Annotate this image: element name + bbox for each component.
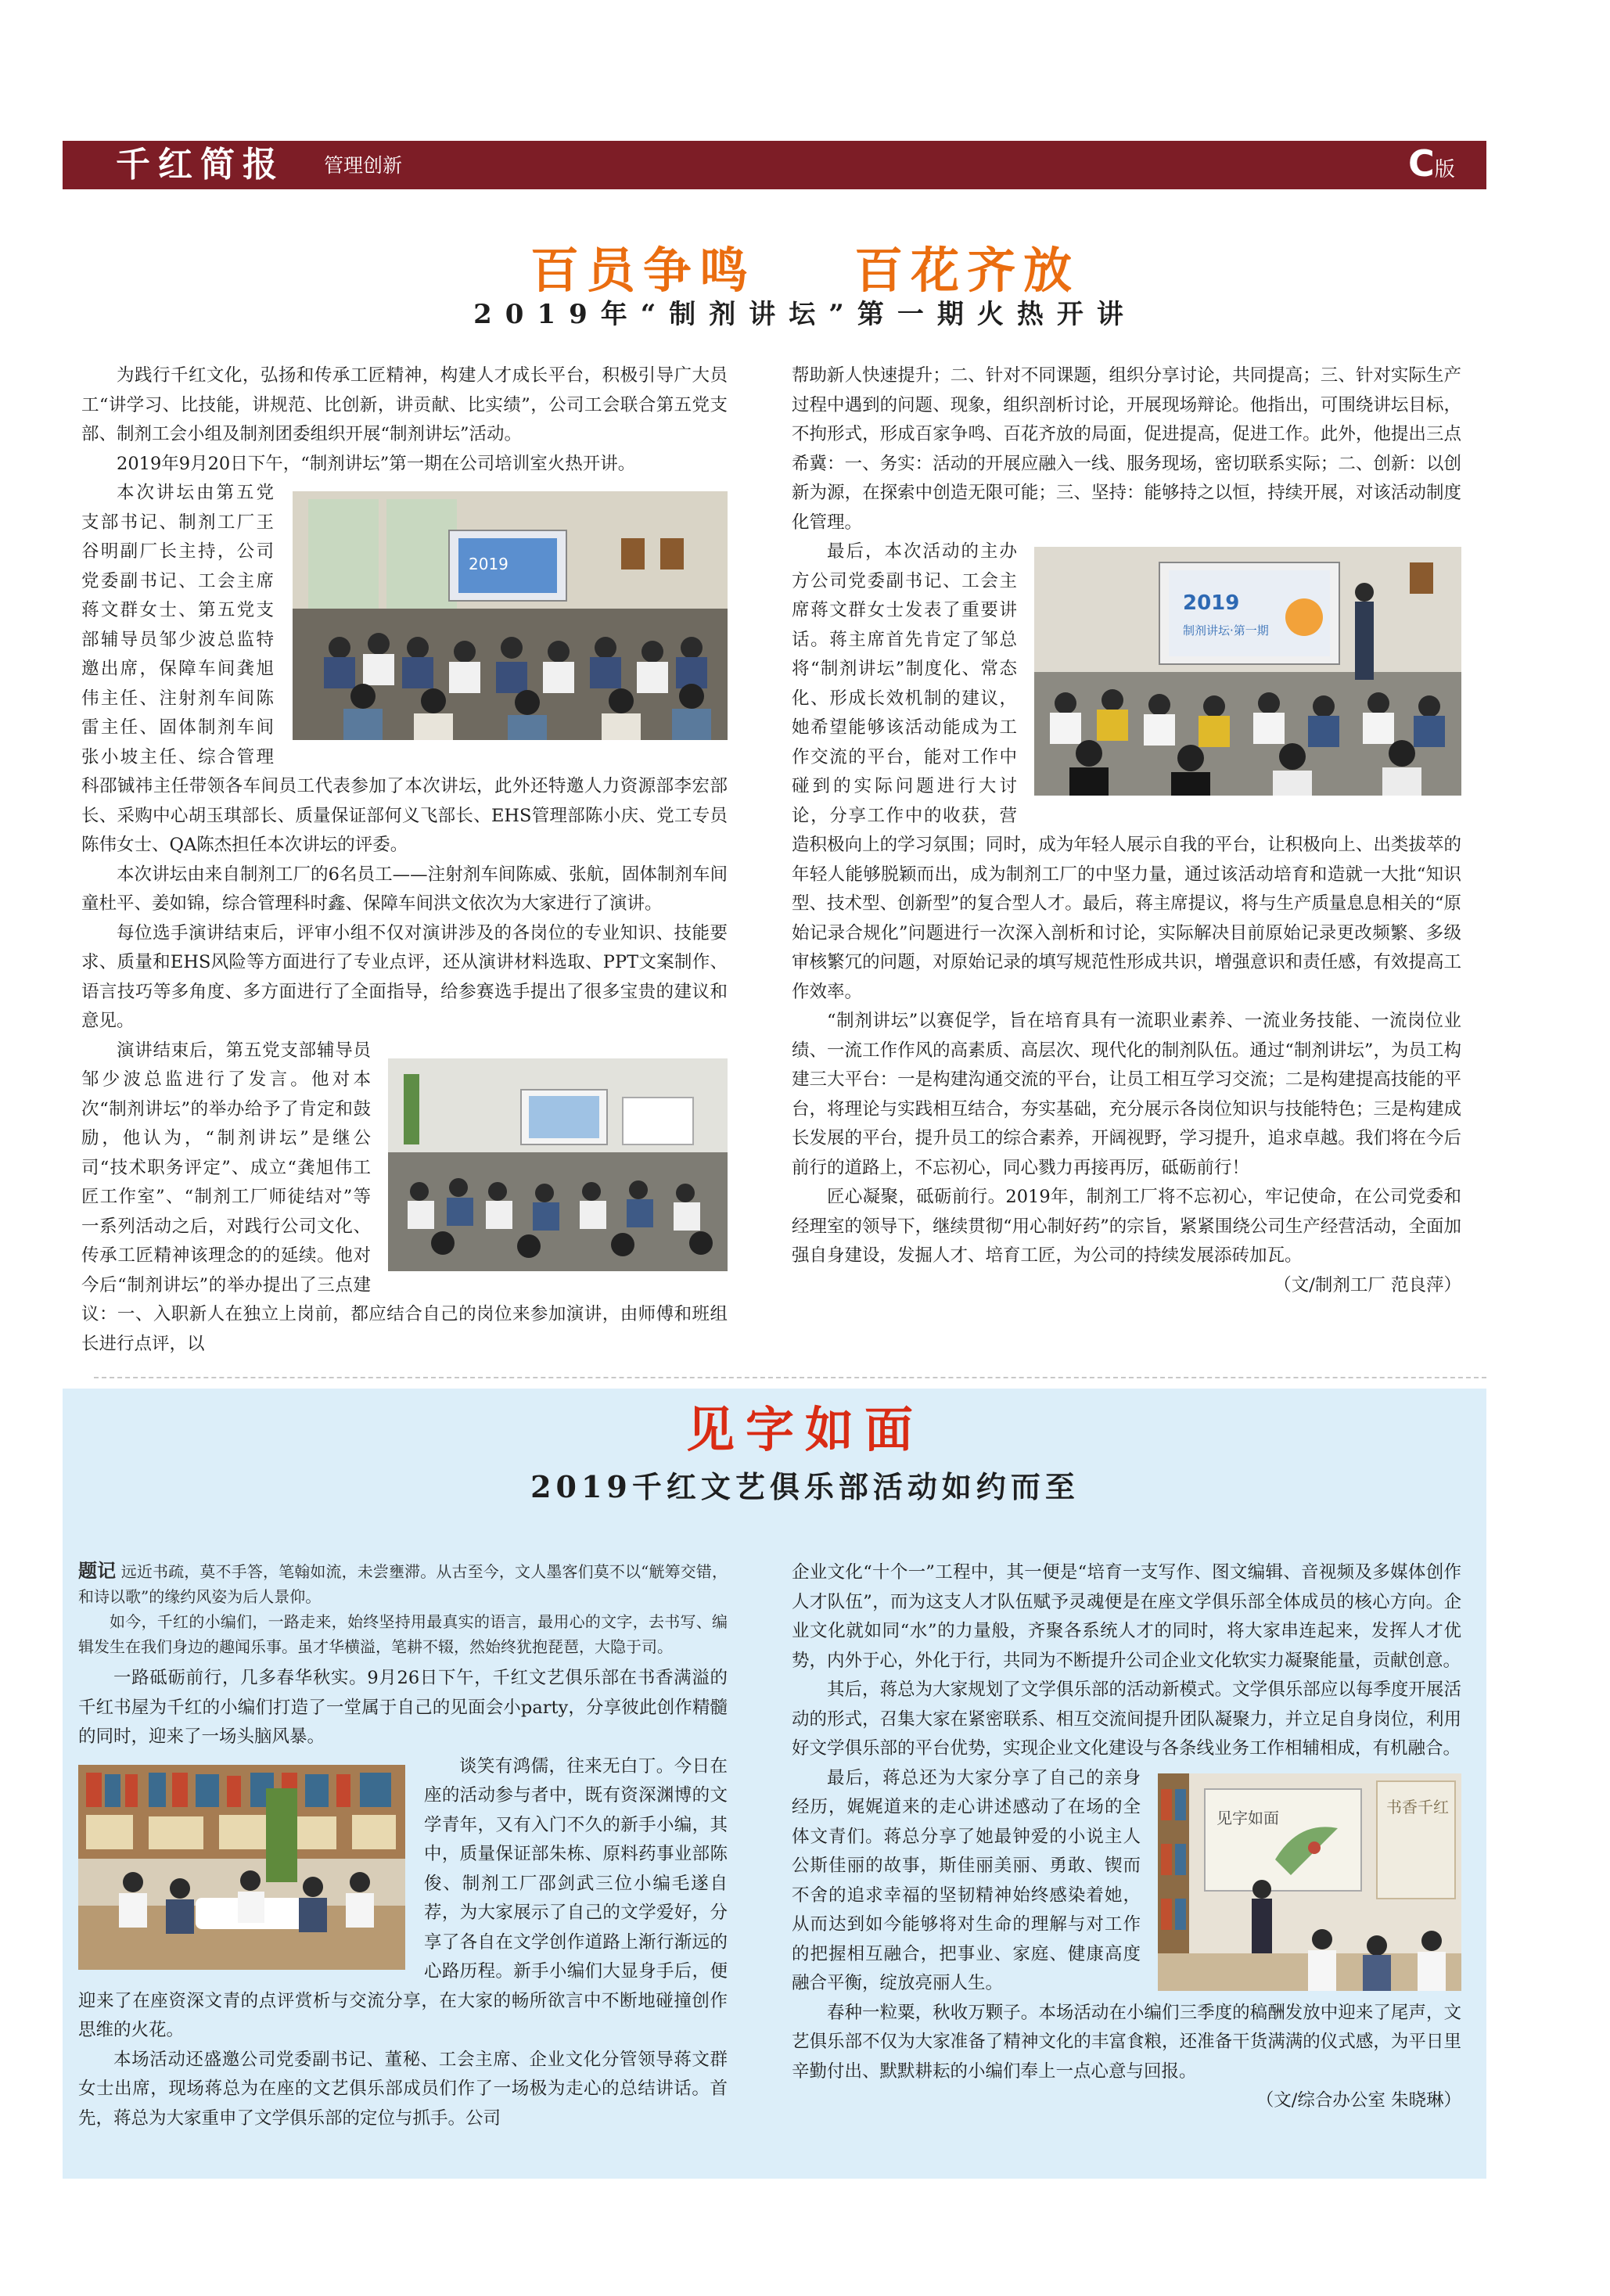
article1-title: 百员争鸣 百花齐放 xyxy=(530,242,1080,299)
paragraph: 本次讲坛由第五党支部书记、制剂工厂王谷明副厂长主持，公司党委副书记、工会主席蒋文群女士、第五党支部辅导员邹少波总监特邀出席，保障车间龚旭伟主任、注射剂车间陈雷主任、固体制剂车间张小坡主任、综合管理科邵铖祎主任带领各车间员工代表参加了本次讲坛，此外还特邀人力资源部李宏部长、采购中心胡玉琪部长、质量保证部何义飞部长、EHS管理部陈小庆、党工专员陈伟女士、QA陈杰担任本次讲坛的评委。 xyxy=(81,483,728,855)
edition-suffix: 版 xyxy=(1434,158,1455,181)
edition-label xyxy=(1408,139,1455,196)
article1-right-column xyxy=(792,361,1461,1300)
paragraph: 匠心凝聚，砥砺前行。2019年，制剂工厂将不忘初心，牢记使命，在公司党委和经理室的领导下，继续贯彻“用心制好药”的宗旨，紧紧围绕公司生产经营活动，全面加强自身建设，发掘人才、培育工匠，为公司的持续发展添砖加瓦。 xyxy=(792,1187,1461,1266)
board-text: 书香千红 xyxy=(1386,1797,1449,1816)
lecture-photo-3 xyxy=(1034,547,1461,796)
paragraph: 2019年9月20日下午，“制剂讲坛”第一期在公司培训室火热开讲。 xyxy=(117,453,636,474)
edition-letter: C xyxy=(1408,142,1435,185)
screen-caption: 制剂讲坛·第一期 xyxy=(1183,623,1269,638)
article2-title: 见字如面 xyxy=(685,1401,924,1458)
paragraph: 本场活动还盛邀公司党委副书记、董秘、工会主席、企业文化分管领导蒋文群女士出席，现场蒋总为在座的文艺俱乐部成员们作了一场极为走心的总结讲话。首先，蒋总为大家重申了文学俱乐部的定位与抓手。公司 xyxy=(78,2049,728,2129)
screen-year: 2019 xyxy=(1183,591,1240,615)
article2-intro xyxy=(78,1558,728,1659)
article2-right-column xyxy=(792,1558,1461,2116)
paragraph: 一路砥砺前行，几多春华秋实。9月26日下午，千红文艺俱乐部在书香满溢的千红书屋为千红的小编们打造了一堂属于自己的见面会小party，分享彼此创作精髓的同时，迎来了一场头脑风暴。 xyxy=(78,1668,728,1747)
article2-left-column xyxy=(78,1558,728,2133)
paragraph: 企业文化“十个一”工程中，其一便是“培育一支写作、图文编辑、音视频及多媒体创作人才队伍”，而为这支人才队伍赋予灵魂便是在座文学俱乐部全体成员的核心方向。企业文化就如同“水”的力量般，齐聚各系统人才的同时，将大家串连起来，发挥人才优势，内外于心，外化于行，共同为不断提升公司企业文化软实力凝聚能量，贡献创意。 xyxy=(792,1562,1461,1671)
paragraph: 本次讲坛由来自制剂工厂的6名员工——注射剂车间陈威、张航，固体制剂车间童杜平、姜如锦，综合管理科时鑫、保障车间洪文依次为大家进行了演讲。 xyxy=(81,864,728,914)
paragraph: “制剂讲坛”以赛促学，旨在培育具有一流职业素养、一流业务技能、一流岗位业绩、一流工作作风的高素质、高层次、现代化的制剂队伍。通过“制剂讲坛”，为员工构建三大平台：一是构建沟通交流的平台，让员工相互学习交流；二是构建提高技能的平台，将理论与实践相互结合，夯实基础，充分展示各岗位知识与技能特色；三是构建成长发展的平台，提升员工的综合素养，开阔视野，学习提升，追求卓越。我们将在今后前行的道路上，不忘初心，同心戮力再接再厉，砥砺前行！ xyxy=(792,1011,1461,1178)
lecture-photo-2 xyxy=(388,1058,728,1271)
paragraph: 最后，本次活动的主办方公司党委副书记、工会主席蒋文群女士发表了重要讲话。蒋主席首先肯定了邹总将“制剂讲坛”制度化、常态化、形成长效机制的建议，她希望能够该活动能成为工作交流的平台，能对工作中碰到的实际问题进行大讨论，分享工作中的收获，营造积极向上的学习氛围；同时，成为年轻人展示自我的平台，让积极向上、出类拔萃的年轻人能够脱颖而出，成为制剂工厂的中坚力量，通过该活动培育和造就一大批“知识型、技术型、创新型”的复合型人才。最后，蒋主席提议，将与生产质量息息相关的“原始记录合规化”问题进行一次深入剖析和讨论，实际解决目前原始记录更改频繁、多级审核繁冗的问题，对原始记录的填写规范性形成共识，增强意识和责任感，有效提高工作效率。 xyxy=(792,541,1461,1002)
newsletter-name: 千红简报 xyxy=(116,145,285,185)
article2-subtitle: 2019千红文艺俱乐部活动如约而至 xyxy=(530,1469,1080,1504)
paragraph: 最后，蒋总还为大家分享了自己的亲身经历，娓娓道来的走心讲述感动了在场的全体文青们。蒋总分享了她最钟爱的小说主人公斯佳丽的故事，斯佳丽美丽、勇敢、锲而不舍的追求幸福的坚韧精神始终感染着她，从而达到如今能够将对生命的理解与对工作的把握相互融合，把事业、家庭、健康高度融合平衡，绽放亮丽人生。 xyxy=(792,1767,1141,1993)
paragraph: 演讲结束后，第五党支部辅导员邹少波总监进行了发言。他对本次“制剂讲坛”的举办给予了肯定和鼓励，他认为，“制剂讲坛”是继公司“技术职务评定”、成立“龚旭伟工匠工作室”、“制剂工厂师徒结对”等一系列活动之后，对践行公司文化、传承工匠精神该理念的的延续。他对今后“制剂讲坛”的举办提出了三点建议：一、入职新人在独立上岗前，都应结合自己的岗位来参加演讲，由师傅和班组长进行点评，以 xyxy=(81,1040,728,1354)
paragraph: 为践行千红文化，弘扬和传承工匠精神，构建人才成长平台，积极引导广大员工“讲学习、比技能，讲规范、比创新，讲贡献、比实绩”，公司工会联合第五党支部、制剂工会小组及制剂团委组织开展“制剂讲坛”活动。 xyxy=(81,365,728,444)
section-divider xyxy=(94,1377,1486,1378)
paragraph: 春种一粒粟，秋收万颗子。本场活动在小编们三季度的稿酬发放中迎来了尾声，文艺俱乐部不仅为大家准备了精神文化的丰富食粮，还准备干货满满的仪式感，为平日里辛勤付出、默默耕耘的小编们奉上一点心意与回报。 xyxy=(792,2002,1461,2082)
intro-label: 题记 xyxy=(78,1559,117,1582)
intro-text: 远近书疏，莫不手答，笔翰如流，未尝壅滞。从古至今，文人墨客们莫不以“觥筹交错，和诗以歌”的缘约风姿为后人景仰。 xyxy=(78,1562,728,1606)
paragraph: 谈笑有鸿儒，往来无白丁。今日在座的活动参与者中，既有资深渊博的文学青年，又有入门不久的新手小编，其中，质量保证部朱栋、原料药事业部陈俊、制剂工厂邵剑武三位小编毛遂自荐，为大家展示了自己的文学爱好，分享了各自在文学创作道路上渐行渐远的心路历程。新手小编们大显身手后，便迎来了在座资深文青的点评赏析与交流分享，在大家的畅所欲言中不断地碰撞创作思维的火花。 xyxy=(78,1755,728,2040)
bookstore-photo xyxy=(78,1765,405,1970)
screen-text: 2019 xyxy=(469,555,509,573)
article1-subtitle: 2019年“制剂讲坛”第一期火热开讲 xyxy=(473,299,1137,330)
paragraph: 帮助新人快速提升；二、针对不同课题，组织分享讨论，共同提高；三、针对实际生产过程中遇到的问题、现象，组织剖析讨论，开展现场辩论。他指出，可围绕讲坛目标，不拘形式，形成百家争鸣、百花齐放的局面，促进提高，促进工作。此外，他提出三点希冀：一、务实：活动的开展应融入一线、服务现场，密切联系实际；二、创新：以创新为源，在探索中创造无限可能；三、坚持：能够持之以恒，持续开展，对该活动制度化管理。 xyxy=(792,365,1461,533)
section-label: 管理创新 xyxy=(324,154,403,177)
article1-byline: （文/制剂工厂 范良萍） xyxy=(1274,1274,1461,1295)
lecture-photo-1 xyxy=(293,491,728,740)
article1-left-column xyxy=(81,361,728,1359)
paragraph: 其后，蒋总为大家规划了文学俱乐部的活动新模式。文学俱乐部应以每季度开展活动的形式，召集大家在紧密联系、相互交流间提升团队凝聚力，并立足自身岗位，利用好文学俱乐部的平台优势，实现企业文化建设与各条线业务工作相辅相成，有机融合。 xyxy=(792,1680,1461,1759)
article2-byline: （文/综合办公室 朱晓琳） xyxy=(1256,2090,1461,2111)
intro-paragraph: 如今，千红的小编们，一路走来，始终坚持用最真实的语言，最用心的文字，去书写、编辑发生在我们身边的趣闻乐事。虽才华横溢，笔耕不辍，然始终犹抱琵琶，大隐于司。 xyxy=(78,1612,728,1656)
intro-paragraph xyxy=(78,1558,728,1609)
screen-title: 见字如面 xyxy=(1216,1808,1279,1827)
speaker-photo xyxy=(1158,1773,1461,1991)
paragraph: 每位选手演讲结束后，评审小组不仅对演讲涉及的各岗位的专业知识、技能要求、质量和EHS风险等方面进行了专业点评，还从演讲材料选取、PPT文案制作、语言技巧等多角度、多方面进行了全面指导，给参赛选手提出了很多宝贵的建议和意见。 xyxy=(81,922,728,1031)
